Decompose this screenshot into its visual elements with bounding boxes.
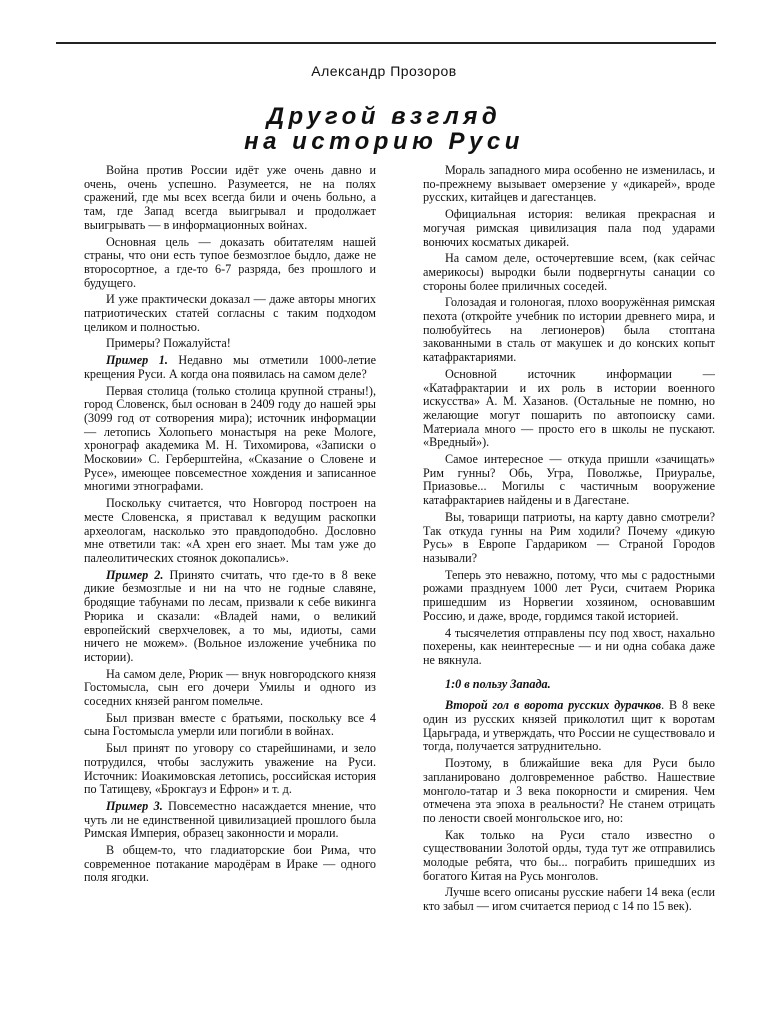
paragraph-text: Примеры? Пожалуйста! [106,336,231,351]
paragraph [84,497,376,566]
paragraph-text: На самом деле, осточертевшие всем, (как сейчас америкосы) выродки были подвергнуты санации со стороны более приличных соседей. [423,251,715,293]
paragraph-text: Вы, товарищи патриоты, на карту давно смотрели? Так откуда гунны на Рим ходили? Почему «дикую Русь» в Европе Гардариком — Страной Городов называли? [423,509,715,565]
paragraph-text: Война против России идёт уже очень давно и очень, очень успешно. Разумеется, не на полях сражений, где мы всех всегда били и очень больно, а там, где Запад всегда выигрывал и продолжает выигрывать — в информационных войнах. [84,163,376,232]
paragraph-text: 4 тысячелетия отправлены псу под хвост, нахально похерены, как неинтересные — и ни одна собака даже не вякнула. [423,625,715,667]
paragraph-text: Был принят по уговору со старейшинами, и зело потрудился, чтобы заслужить уважение на Руси. Источник: Иоакимовская летопись, российская история по Татищеву, «Брокгауз и Ефрон» и т. д. [84,741,376,797]
paragraph [84,712,376,739]
paragraph-text: Первая столица (только столица крупной страны!), город Словенск, был основан в 2409 году до нашей эры (3099 год от сотворения мира); источник информации — летопись Холопьего монастыря на реке Мологе, хронограф академика М. Н. Тихомирова, «Записки о Московии» С. Герберштейна, «Сказание о Словене и Русе», имеющее повсеместное хождения и записанное многими этнографами. [84,383,376,494]
author-name: Александр Прозоров [311,63,457,79]
paragraph-text: Официальная история: великая прекрасная и могучая римская цивилизация пала под ударами вонючих косматых дикарей. [423,207,715,249]
section-heading: 1:0 в пользу Запада. [445,676,551,691]
paragraph-text: Лучше всего описаны русские набеги 14 века (если кто забыл — игом считается период с 14 по 15 век). [423,885,715,914]
paragraph [423,208,715,249]
paragraph-text: Повсеместно насаждается мнение, что чуть ли не единственной цивилизацией прошлого была Римская Империя, образец законности и морали. [84,798,376,841]
paragraph-lead: Пример 3. [106,798,163,813]
title-line-2: на историю Руси [244,128,524,155]
paragraph [423,164,715,205]
paragraph [423,699,715,754]
paragraph [84,742,376,797]
paragraph-text: Основной источник информации — «Катафрактарии и их роль в истории военного искусства» А. М. Хазанов. (Остальные не помню, но желающие могут пошарить по автопоиску сами. Материала много — просто его в школы не пускают. «Вредный»). [423,366,715,450]
paragraph [423,627,715,668]
page-title [0,104,768,154]
paragraph-text: Как только на Руси стало известно о существовании Золотой орды, туда тут же отправились молодые ребята, что бы... пограбить пришедших из богатого Китая на Русь монголов. [423,827,715,883]
paragraph [84,844,376,885]
paragraph-text: Поэтому, в ближайшие века для Руси было запланировано долговременное рабство. Нашествие монголо-татар и 3 века покорности и смирения. Чем отмечена эта эпоха в реальности? Не станем отрицать по лености своей монгольское иго, но: [423,756,715,825]
paragraph [423,757,715,826]
paragraph-text: В общем-то, что гладиаторские бои Рима, что современное потакание мародёрам в Ираке — одного поля ягодки. [84,843,376,885]
top-rule [56,42,716,44]
paragraph-lead: Пример 2. [106,567,164,582]
paragraph-text: Недавно мы отметили 1000-летие крещения Руси. А когда она появилась на самом деле? [84,353,376,381]
title-line-1: Другой взгляд [266,103,502,130]
paragraph-text: Основная цель — доказать обитателям нашей страны, что они есть тупое безмозглое быдло, даже не второсортное, а где-то 6-7 разряда, без прошлого и будущего. [84,234,376,290]
paragraph [84,236,376,291]
paragraph-lead: Второй гол в ворота русских дурачков [445,698,662,713]
paragraph [84,337,376,351]
paragraph-text: На самом деле, Рюрик — внук новгородского князя Гостомысла, сын его дочери Умилы и одного из соседних князей рангом помельче. [84,666,376,709]
paragraph-lead: Пример 1. [106,353,168,368]
paragraph [84,164,376,233]
paragraph [84,668,376,709]
paragraph-text: Принято считать, что где-то в 8 веке дикие безмозглые и ни на что не годные славяне, бродящие табунами по лесам, призвали к себе викинга Рюрика и сказали: «Владей нами, о великий европейский сверхчеловек, а то мы, идиоты, сами ничего не можем». (Вольное изложение учебника по истории). [84,567,376,664]
paragraph [84,293,376,334]
paragraph [423,368,715,450]
paragraph [84,800,376,841]
paragraph [423,252,715,293]
right-text-column [423,164,715,917]
paragraph-text: Мораль западного мира особенно не изменилась, и по-прежнему вызывает омерзение у «дикарей», вроде русских, китайцев и дагестанцев. [423,163,715,205]
paragraph [84,569,376,665]
paragraph-text: Был призван вместе с братьями, поскольку все 4 сына Гостомысла умерли или погибли в войнах. [84,710,376,739]
paragraph-text: Теперь это неважно, потому, что мы с радостными рожами празднуем 1000 лет Руси, считаем Рюрика пришедшим из Норвегии хозяином, основавшим Россию, и даже, вроде, гордимся такой историей. [423,567,715,623]
paragraph [423,453,715,508]
paragraph [423,886,715,913]
paragraph [84,354,376,381]
paragraph [84,385,376,495]
paragraph-text: Голозадая и голоногая, плохо вооружённая римская пехота (откройте учебник по истории древнего мира, и полюбуйтесь на легионеров) была стоптана закованными в сталь от макушек и до конских копыт катафрактариями. [423,295,715,365]
paragraph-text: Поскольку считается, что Новгород построен на месте Словенска, я приставал к ведущим раскопки археологам, насколько это правдоподобно. Дословно мне ответили так: «А хрен его знает. Мы там уже до палеолитических стоянок докопались». [84,496,376,565]
paragraph-text: И уже практически доказал — даже авторы многих патриотических статей согласны с таким подходом целиком и полностью. [84,292,376,334]
paragraph-text: . В 8 веке один из русских князей приколотил щит к воротам Царьграда, и утверждать, что России не существовало и тогда, получается затруднительно. [423,698,716,754]
left-text-column [84,164,376,888]
paragraph-text: Самое интересное — откуда пришли «зачищать» Рим гунны? Обь, Угра, Поволжье, Приуралье, Приазовье... Могилы с частичным вооружение катафрактариев найдены и в Дагестане. [423,452,715,508]
paragraph [423,296,715,365]
paragraph [423,569,715,624]
paragraph [423,829,715,884]
paragraph [423,511,715,566]
